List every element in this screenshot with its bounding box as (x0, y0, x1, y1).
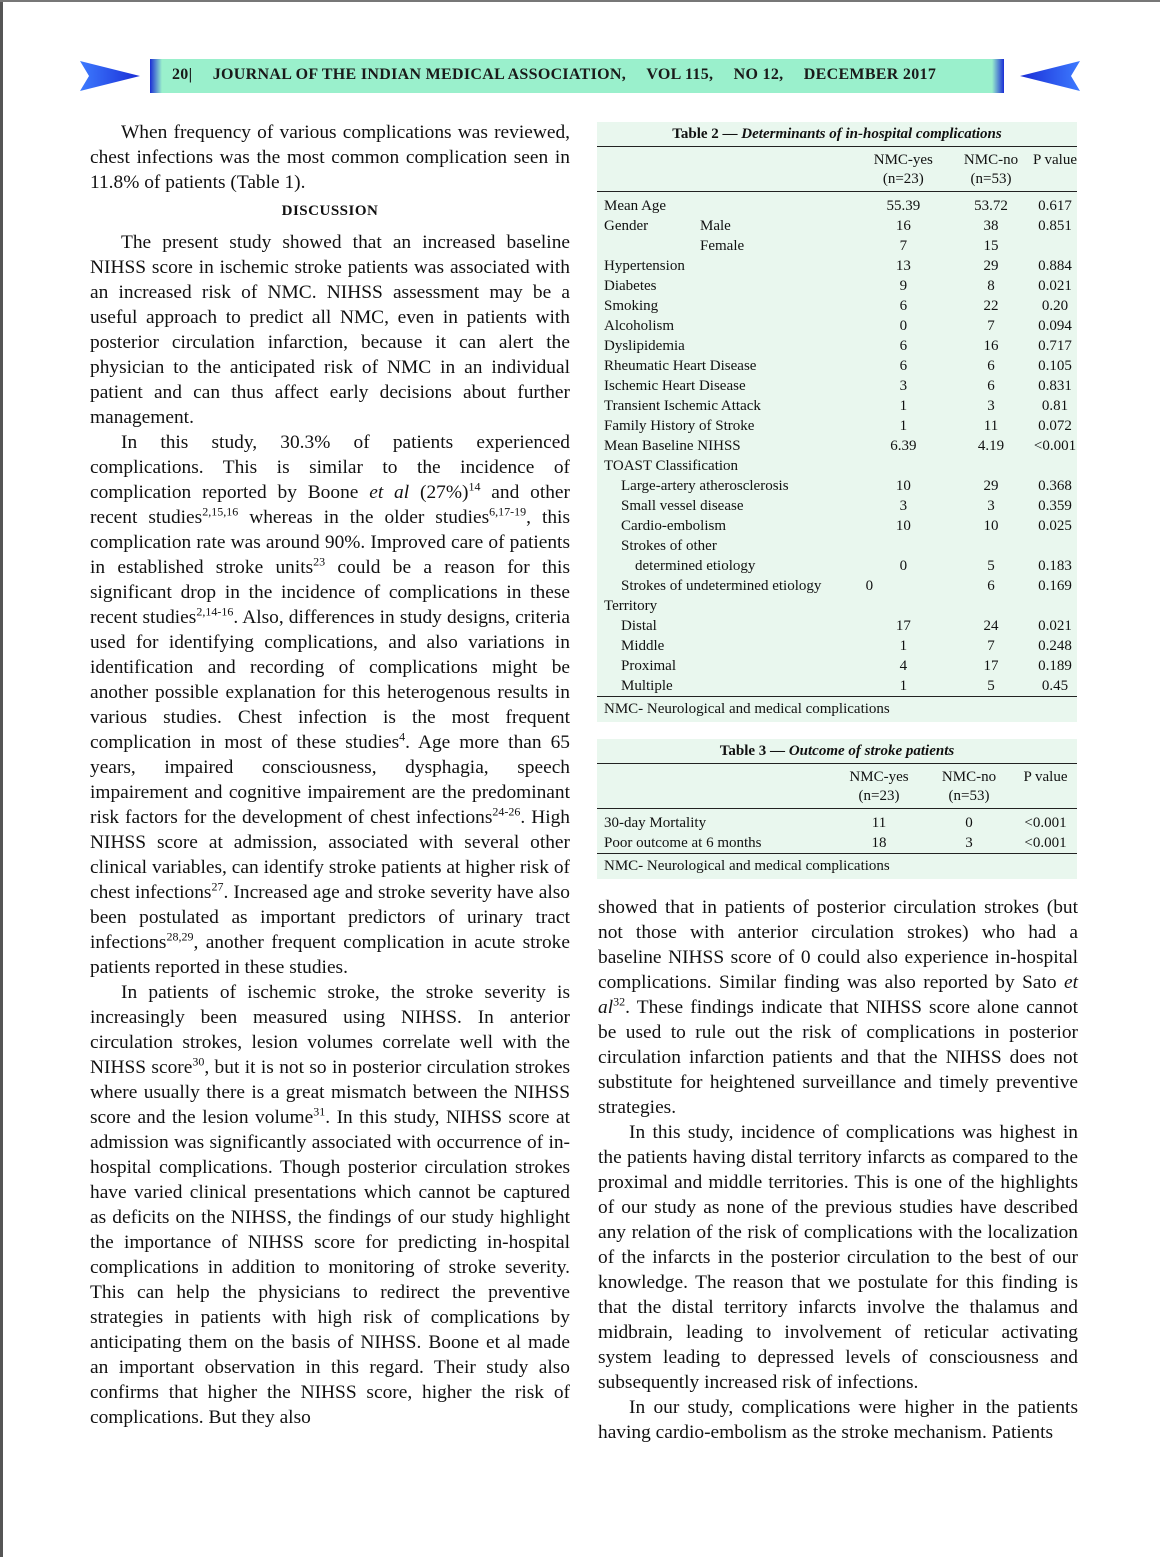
table-row: Proximal 4 17 0.189 (621, 658, 1072, 674)
table-row: Poor outcome at 6 months 18 3 <0.001 (604, 835, 1067, 851)
left-column (90, 120, 570, 1430)
right-arrow-icon (1020, 61, 1080, 91)
header-stripe-right (992, 59, 1004, 93)
table-header-row: NMC-yes (n=23) NMC-no (n=53) P value (597, 764, 1077, 809)
journal-header (80, 55, 1080, 97)
table-3 (597, 739, 1077, 879)
paragraph: In patients of ischemic stroke, the stroke severity is increasingly been measured using NIHSS. In anterior circulation strokes, lesion volumes correlate well with the NIHSS score$^{30}$, but it is not so in posterior circulation strokes where usually there is a great mismatch between the NIHSS score and the lesion volume$^{31}$. In this study, NIHSS score at admission was significantly associated with occurrence of in-hospital complications. Though posterior circulation strokes have varied clinical presentations which cannot be captured as deficits on the NIHSS, the findings of our study highlight the importance of NIHSS score for predicting in-hospital complications in addition to monitoring of stroke severity. This can help the physicians to redirect the preventive strategies in patients with high risk of complications by anticipating them on the basis of NIHSS. Boone et al made an important observation in this regard. Their study also confirms that higher the NIHSS score, higher the risk of complications. But they also (90, 982, 570, 1428)
table-row: Transient Ischemic Attack 1 3 0.81 (604, 398, 1069, 414)
citation: 23 (313, 554, 326, 569)
volume: VOL 115, (646, 66, 714, 83)
citation: 2,15,16 (202, 504, 239, 519)
paragraph: showed that in patients of posterior circulation strokes (but not those with anterior circulation strokes) who had a baseline NIHSS score of 0 could also experience in-hospital complications. Similar finding was also reported by Sato et $al^{32}$. These findings indicate that NIHSS score alone cannot be used to rule out the risk of complications in posterior circulation infarction patients and that the NIHSS does not substitute for heightened surveillance and timely preventive strategies. (598, 897, 1078, 1118)
table-row: Mean Age 55.39 53.72 0.617 (604, 198, 1072, 214)
table-row: 30-day Mortality 11 0 <0.001 (604, 815, 1067, 831)
table-row: Multiple 1 5 0.45 (621, 678, 1069, 694)
section-heading: DISCUSSION (281, 203, 379, 219)
right-column (598, 895, 1078, 1445)
table-row: Small vessel disease 3 3 0.359 (621, 498, 1072, 514)
table-footnote: NMC- Neurological and medical complications (597, 853, 1077, 879)
page-frame-left (0, 0, 3, 1557)
table-row: Middle 1 7 0.248 (621, 638, 1072, 654)
header-stripe-left (150, 59, 162, 93)
table-row: Territory (604, 598, 658, 614)
table-row: determined etiology 0 5 0.183 (635, 558, 1072, 574)
table-title: Table 3 — Outcome of stroke patients (597, 739, 1077, 764)
citation: 31 (313, 1104, 326, 1119)
issue-date: DECEMBER 2017 (803, 66, 937, 83)
citation: 28,29 (166, 929, 194, 944)
table-2 (597, 122, 1077, 722)
table-row: Mean Baseline NIHSS 6.39 4.19 <0.001 (604, 438, 1077, 454)
journal-name: JOURNAL OF THE INDIAN MEDICAL ASSOCIATION, (212, 66, 627, 83)
citation: 6,17-19 (489, 504, 527, 519)
table-row: Large-artery atherosclerosis 10 29 0.368 (621, 478, 1072, 494)
table-footnote: NMC- Neurological and medical complications (597, 696, 1077, 722)
paragraph: When frequency of various complications was reviewed, chest infections was the most common complication seen in 11.8% of patients (Table 1). (90, 122, 570, 193)
citation: 4 (399, 729, 406, 744)
table-row: Ischemic Heart Disease 3 6 0.831 (604, 378, 1072, 394)
table-row: Dyslipidemia 6 16 0.717 (604, 338, 1072, 354)
table-row: Cardio-embolism 10 10 0.025 (621, 518, 1072, 534)
table-row: Hypertension 13 29 0.884 (604, 258, 1072, 274)
left-arrow-icon (80, 61, 140, 91)
issue: NO 12, (733, 66, 784, 83)
page-frame-top (0, 0, 1160, 2)
citation: 32 (613, 994, 626, 1009)
page-number: 20| (172, 66, 193, 83)
citation: 30 (192, 1054, 205, 1069)
table-row: Family History of Stroke 1 11 0.072 (604, 418, 1072, 434)
table-row: Gender Male 16 38 0.851 (604, 218, 1072, 234)
table-title: Table 2 — Determinants of in-hospital complications (597, 122, 1077, 147)
citation: 24-26 (492, 804, 521, 819)
table-row: Strokes of undetermined etiology 0 6 0.169 (621, 578, 1072, 594)
citation: 27 (211, 879, 224, 894)
table-row: Alcoholism 0 7 0.094 (604, 318, 1072, 334)
table-row: Rheumatic Heart Disease 6 6 0.105 (604, 358, 1072, 374)
table-row: TOAST Classification (604, 458, 739, 474)
table-row: Distal 17 24 0.021 (621, 618, 1072, 634)
paragraph: In our study, complications were higher in the patients having cardio-embolism as the stroke mechanism. Patients (598, 1397, 1078, 1443)
table-header-row: NMC-yes (n=23) NMC-no (n=53) P value (597, 147, 1077, 192)
citation: 14 (468, 479, 481, 494)
paragraph: The present study showed that an increased baseline NIHSS score in ischemic stroke patients was associated with an increased risk of NMC. NIHSS assessment may be a useful approach to predict all NMC, even in patients with posterior circulation infarction, because it can alert the physician to the anticipated risk of NMC in an individual patient and can thus affect early decisions about further management. (90, 232, 570, 428)
table-row: Diabetes 9 8 0.021 (604, 278, 1072, 294)
table-row: Strokes of other (621, 538, 717, 554)
table-2-grid (597, 147, 1077, 696)
running-head (172, 66, 936, 84)
table-row: Smoking 6 22 0.20 (604, 298, 1069, 314)
table-3-grid (597, 764, 1077, 853)
paragraph: In this study, 30.3% of patients experienced complications. This is similar to the incidence of complication reported by Boone et al $(27\%)^{14}$ and other recent studies$^{2,15,16}$ whereas in the older studies$^{6,17-19}$, this complication rate was around 90%. Improved care of patients in established stroke units$^{23}$ could be a reason for this significant drop in the incidence of complications in these recent studies$^{2,14-16}$. Also, differences in study designs, criteria used for identifying complications, and also variations in identification and recording of complications might be another possible explanation for this heterogenous results in various studies. Chest infection is the most frequent complication in most of these studies$^4$. Age more than 65 years, impaired consciousness, dysphagia, speech impairement and cognitive impairement are the predominant risk factors for the development of chest infections$^{24-26}$. High NIHSS score at admission, associated with several other clinical variables, can identify stroke patients at higher risk of chest infections$^{27}$. Increased age and stroke severity have also been postulated as important predictors of urinary tract infections$^{28,29}$, another frequent complication in acute stroke patients reported in these studies. (90, 432, 571, 978)
table-row: Female 7 15 (700, 238, 999, 254)
paragraph: In this study, incidence of complications was highest in the patients having distal territory infarcts as compared to the proximal and middle territories. This is one of the highlights of our study as none of the previous studies have described any relation of the risk of complications with the localization of the infarcts in the posterior circulation to the best of our knowledge. The reason that we postulate for this finding is that the distal territory infarcts involve the thalamus and midbrain, leading to involvement of reticular activating system leading to depressed levels of consciousness and subsequently increased risk of infections. (598, 1122, 1078, 1393)
citation: 2,14-16 (196, 604, 234, 619)
